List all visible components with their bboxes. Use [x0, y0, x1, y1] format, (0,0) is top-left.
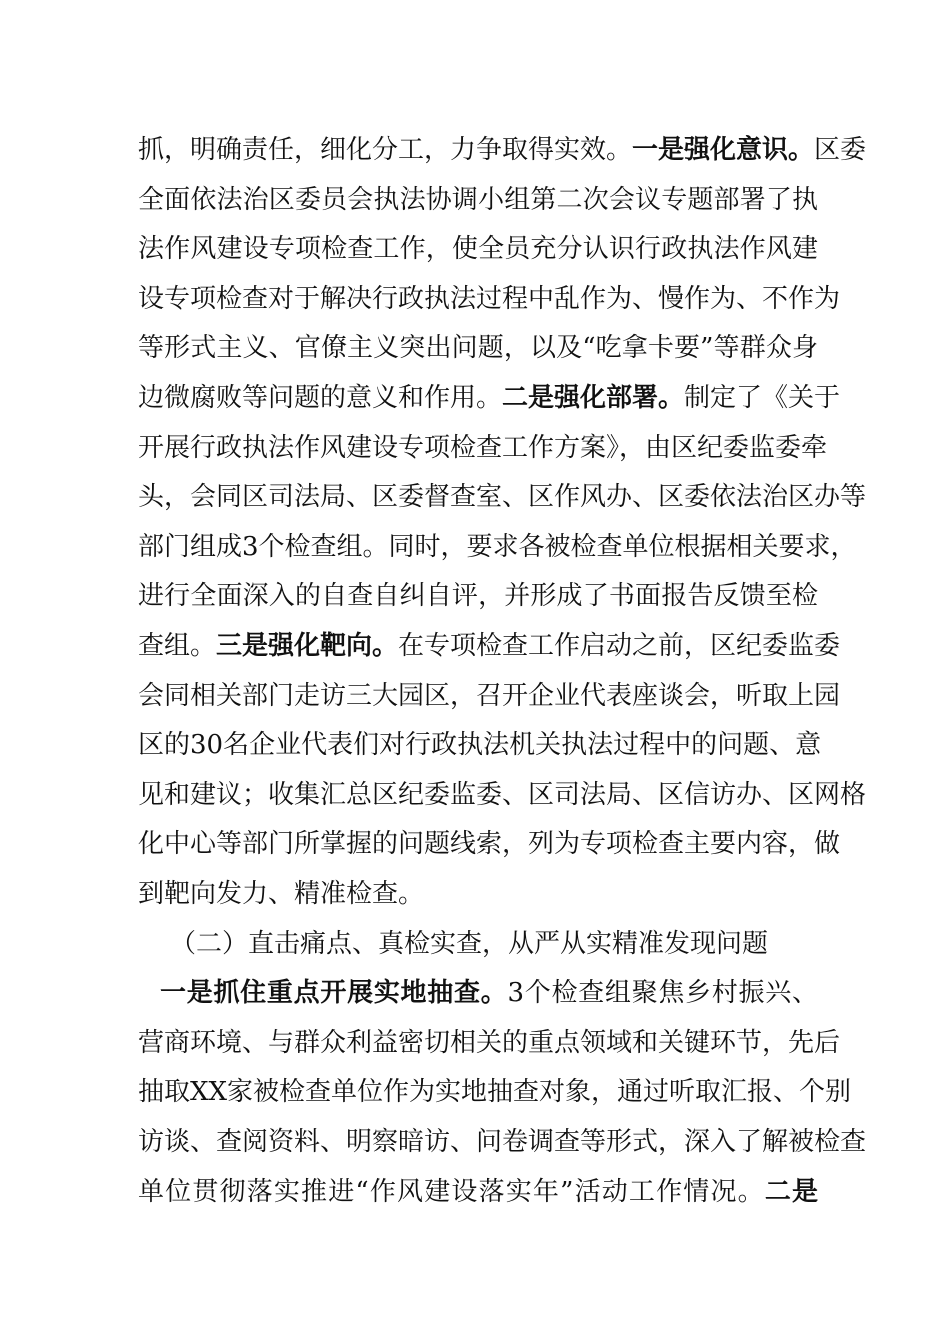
text-run: 单位贯彻落实推进“作风建设落实年”活动工作情况。 — [138, 1176, 765, 1207]
bold-phrase: 三是强化靶向。 — [216, 631, 399, 661]
text-line — [138, 477, 867, 517]
text-run: 边微腐败等问题的意义和作用。 — [138, 383, 503, 413]
text-line — [138, 725, 822, 765]
text-run: 查组。 — [138, 631, 217, 661]
text-line — [138, 676, 841, 716]
text-run: 区委 — [814, 135, 867, 165]
bold-phrase: 二是强化部署。 — [502, 383, 685, 413]
text-line — [138, 428, 828, 468]
text-line — [138, 1122, 867, 1162]
text-run: 化中心等部门所掌握的问题线索，列为专项检查主要内容，做 — [138, 829, 841, 860]
text-line — [138, 378, 841, 418]
text-line — [138, 1072, 852, 1112]
text-run: 头，会同区司法局、区委督查室、区作风办、区委依法治区办等 — [138, 482, 867, 513]
text-run: 在专项检查工作启动之前，区纪委监委 — [398, 631, 841, 661]
text-run: 访谈、查阅资料、明察暗访、问卷调查等形式，深入了解被检查 — [138, 1127, 867, 1157]
text-line — [138, 130, 867, 170]
text-run: 制定了《关于 — [684, 383, 841, 413]
bold-phrase: 一是抓住重点开展实地抽查。 — [160, 978, 508, 1009]
text-run: 全面依法治区委员会执法协调小组第二次会议专题部署了执 — [138, 184, 818, 215]
text-run: 到靶向发力、精准检查。 — [138, 879, 425, 909]
text-run: 抽取XX家被检查单位作为实地抽查对象，通过听取汇报、个别 — [138, 1077, 852, 1108]
text-line — [138, 824, 841, 864]
text-line — [138, 874, 818, 914]
text-run: 法作风建设专项检查工作，使全员充分认识行政执法作风建 — [138, 234, 818, 265]
text-run: 设专项检查对于解决行政执法过程中乱作为、慢作为、不作为 — [138, 283, 841, 314]
bold-phrase: 二是 — [764, 1176, 818, 1207]
text-run: 开展行政执法作风建设专项检查工作方案》，由区纪委监委牵 — [138, 432, 828, 463]
text-run: 会同相关部门走访三大园区，召开企业代表座谈会，听取上园 — [138, 680, 841, 711]
text-run: 见和建议；收集汇总区纪委监委、区司法局、区信访办、区网格 — [138, 779, 867, 810]
text-run: 抓，明确责任，细化分工，力争取得实效。 — [138, 135, 633, 165]
text-line — [138, 576, 818, 616]
text-line — [138, 626, 841, 666]
text-run: 部门组成3个检查组。同时，要求各被检查单位根据相关要求， — [138, 531, 857, 562]
text-line — [138, 279, 841, 319]
section-heading — [170, 924, 850, 964]
text-line — [138, 229, 818, 269]
text-line — [138, 1023, 841, 1063]
text-run: 3个检查组聚焦乡村振兴、 — [507, 978, 818, 1009]
text-line — [138, 180, 818, 220]
text-line — [160, 973, 818, 1013]
text-run: 营商环境、与群众利益密切相关的重点领域和关键环节，先后 — [138, 1027, 841, 1058]
text-run: 区的30名企业代表们对行政执法机关执法过程中的问题、意 — [138, 730, 822, 761]
text-run: 进行全面深入的自查自纠自评，并形成了书面报告反馈至检 — [138, 581, 818, 612]
bold-phrase: 一是强化意识。 — [632, 135, 815, 165]
text-line — [138, 527, 857, 567]
text-run: 等形式主义、官僚主义突出问题，以及“吃拿卡要”等群众身 — [138, 333, 818, 364]
text-line — [138, 1172, 818, 1212]
text-run: （二）直击痛点、真检实查，从严从实精准发现问题 — [170, 928, 769, 959]
text-line — [138, 775, 867, 815]
text-line — [138, 328, 818, 368]
